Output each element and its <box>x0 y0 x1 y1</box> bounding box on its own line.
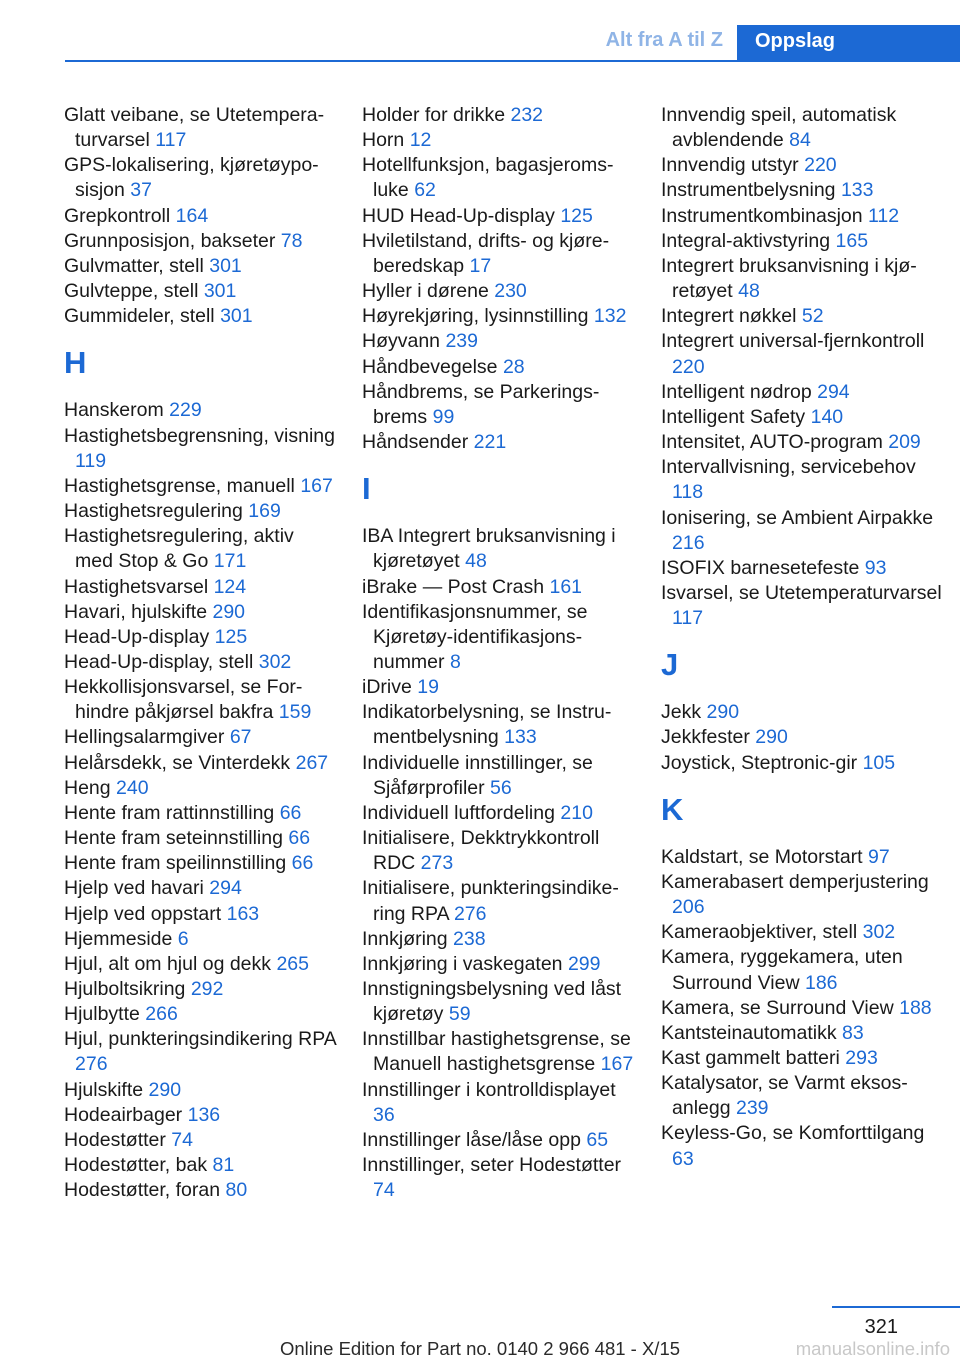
page-reference-link[interactable]: 221 <box>473 431 507 454</box>
page-reference-link[interactable]: 19 <box>417 676 439 699</box>
page-reference-link[interactable]: 63 <box>672 1147 694 1170</box>
index-entry <box>64 801 336 826</box>
page-reference-link[interactable]: 165 <box>835 229 869 252</box>
page-reference-link[interactable]: 299 <box>567 952 601 975</box>
entry-term: Head-Up-display, stell <box>64 650 254 673</box>
index-entry <box>362 826 634 876</box>
index-entry <box>64 103 336 153</box>
index-entry <box>362 952 634 977</box>
index-entry <box>362 229 634 279</box>
entry-term: Hjulboltsikring <box>64 978 186 1000</box>
index-entry <box>362 430 634 455</box>
page-reference-link[interactable]: 290 <box>706 701 740 724</box>
entry-term: Innstillinger låse/låse opp <box>362 1128 581 1151</box>
index-entry <box>362 1153 634 1203</box>
page-reference-link[interactable]: 276 <box>453 902 487 925</box>
entry-term: Gummideler, stell <box>64 305 215 328</box>
entry-term: Hekkollisjonsvarsel, se Forhindre påkjørsel bakfra <box>64 676 303 724</box>
index-entry <box>661 700 951 725</box>
entry-term: Kamera, ryggekamera, uten Surround View <box>661 946 903 994</box>
page-reference-link[interactable]: 238 <box>453 927 486 950</box>
entry-term: Hente fram seteinnstilling <box>64 827 283 850</box>
entry-term: Høyrekjøring, lysinnstilling <box>362 305 589 328</box>
page-reference-link[interactable]: 267 <box>295 751 329 774</box>
page-reference-link[interactable]: 301 <box>203 280 237 303</box>
index-entry <box>661 751 951 776</box>
entry-term: Innvendig utstyr <box>661 154 799 177</box>
entry-term: Jekk <box>661 701 702 724</box>
page-number: 321 <box>864 1316 898 1338</box>
entry-term: Integrert bruksanvisning i kjøretøyet <box>661 254 917 303</box>
index-entry <box>64 725 336 750</box>
entry-term: Initialisere, Dekktrykkontroll RDC <box>362 827 600 875</box>
index-entry <box>661 945 951 995</box>
entry-term: Hastighetsregulering, aktiv med Stop & Go <box>64 525 294 573</box>
index-entry <box>661 725 951 750</box>
entry-term: Horn <box>362 129 405 152</box>
page-reference-link[interactable]: 67 <box>229 726 252 749</box>
section-letter: K <box>661 791 684 827</box>
index-entry <box>64 424 336 474</box>
page-reference-link[interactable]: 229 <box>169 399 202 422</box>
index-entry <box>661 178 951 203</box>
entry-term: Intervallvisning, servicebehov <box>661 456 916 479</box>
page-reference-link[interactable]: 239 <box>445 330 478 353</box>
page-reference-link[interactable]: 265 <box>276 952 309 975</box>
page-reference-link[interactable]: 84 <box>789 129 811 152</box>
entry-term: Identifikasjonsnummer, se Kjøretøy-identifikasjonsnummer <box>362 600 588 673</box>
watermark: manualsonline.info <box>795 1338 950 1359</box>
index-entry <box>362 355 634 380</box>
index-entry <box>661 304 951 329</box>
index-entry <box>362 575 634 600</box>
section-letter: I <box>362 471 371 507</box>
entry-term: Keyless-Go, se Komforttilgang <box>661 1122 925 1145</box>
section-letter: J <box>661 647 679 683</box>
index-entry <box>362 329 634 354</box>
page-reference-link[interactable]: 164 <box>175 204 209 227</box>
entry-term: Helårsdekk, se Vinterdekk <box>64 751 291 774</box>
entry-term: Hodestøtter <box>64 1128 166 1151</box>
entry-term: Kaldstart, se Motorstart <box>661 845 863 868</box>
page-reference-link[interactable]: 65 <box>586 1128 609 1151</box>
index-entry <box>64 650 336 675</box>
entry-term: Innkjøring <box>362 927 448 950</box>
entry-term: Hyller i dørene <box>362 280 489 303</box>
index-entry <box>661 229 951 254</box>
page-reference-link[interactable]: 136 <box>187 1103 221 1126</box>
entry-term: Gulvmatter, stell <box>64 254 204 277</box>
index-entry <box>362 524 634 574</box>
page-reference-link[interactable]: 56 <box>490 776 512 799</box>
entry-term: Individuelle innstillinger, se Sjåførprofiler <box>362 751 593 799</box>
page-reference-link[interactable]: 133 <box>840 179 874 202</box>
index-entry <box>64 204 336 229</box>
page-reference-link[interactable]: 186 <box>804 971 838 994</box>
entry-term: Hellingsalarmgiver <box>64 726 225 749</box>
index-entry <box>64 600 336 625</box>
index-entry <box>64 826 336 851</box>
page-reference-link[interactable]: 161 <box>549 575 583 598</box>
entry-term: Instrumentkombinasjon <box>661 204 863 227</box>
page-reference-link[interactable]: 48 <box>738 280 760 303</box>
entry-term: Gulvteppe, stell <box>64 280 199 303</box>
page-reference-link[interactable]: 59 <box>448 1003 471 1026</box>
entry-term: Intelligent Safety <box>661 405 806 428</box>
section-letter: H <box>64 345 87 381</box>
page-reference-link[interactable]: 80 <box>225 1179 248 1202</box>
page-reference-link[interactable]: 294 <box>209 877 242 900</box>
index-entry <box>64 776 336 801</box>
index-entry <box>661 870 951 920</box>
page-reference-link[interactable]: 105 <box>862 751 896 774</box>
entry-term: Hjul, punkteringsindikering RPA <box>64 1028 336 1051</box>
index-entry <box>64 977 336 1002</box>
entry-term: Hjemmeside <box>64 927 173 950</box>
page-reference-link[interactable]: 230 <box>494 280 527 303</box>
entry-term: Hjelp ved oppstart <box>64 902 222 925</box>
page-reference-link[interactable]: 210 <box>560 801 593 824</box>
index-entry <box>362 977 634 1027</box>
entry-term: Kamera, se Surround View <box>661 996 894 1019</box>
index-entry <box>64 1078 336 1103</box>
entry-term: Instrumentbelysning <box>661 179 836 202</box>
index-entry <box>64 1103 336 1128</box>
index-entry <box>362 279 634 304</box>
index-entry <box>661 1071 951 1121</box>
page-reference-link[interactable]: 167 <box>300 474 333 497</box>
index-entry <box>64 1153 336 1178</box>
page-reference-link[interactable]: 163 <box>226 902 260 925</box>
entry-term: Hodestøtter, bak <box>64 1154 208 1177</box>
index-entry <box>362 304 634 329</box>
page-reference-link[interactable]: 117 <box>672 607 704 630</box>
index-entry <box>362 600 634 675</box>
page-reference-link[interactable]: 276 <box>75 1053 108 1076</box>
entry-term: Integrert nøkkel <box>661 305 797 328</box>
page-reference-link[interactable]: 117 <box>155 129 187 152</box>
entry-term: Kantsteinautomatikk <box>661 1021 837 1044</box>
page-reference-link[interactable]: 83 <box>842 1021 864 1044</box>
entry-term: Grepkontroll <box>64 204 171 227</box>
page-reference-link[interactable]: 159 <box>278 701 312 724</box>
page-reference-link[interactable]: 12 <box>409 129 432 152</box>
page-reference-link[interactable]: 97 <box>868 845 890 868</box>
index-entry <box>661 1121 951 1171</box>
index-entry <box>64 952 336 977</box>
entry-term: Innstillbar hastighetsgrense, se Manuell hastighetsgrense <box>362 1028 631 1076</box>
index-entry <box>661 581 951 631</box>
page-reference-link[interactable]: 8 <box>449 650 461 673</box>
entry-term: Havari, hjulskifte <box>64 600 208 623</box>
index-column-3 <box>661 103 951 1172</box>
entry-term: Indikatorbelysning, se Instrumentbelysning <box>362 701 612 749</box>
index-entry <box>362 204 634 229</box>
entry-term: GPS-lokalisering, kjøretøyposisjon <box>64 154 319 202</box>
index-entry <box>362 801 634 826</box>
index-entry <box>661 556 951 581</box>
entry-term: Katalysator, se Varmt eksosanlegg <box>661 1072 908 1120</box>
entry-term: Håndsender <box>362 431 469 454</box>
index-entry <box>362 751 634 801</box>
entry-term: Hodeairbager <box>64 1103 183 1126</box>
index-entry <box>64 304 336 329</box>
page-reference-link[interactable]: 112 <box>868 204 900 227</box>
page-reference-link[interactable]: 220 <box>672 355 705 378</box>
page-reference-link[interactable]: 62 <box>414 179 436 202</box>
entry-term: Joystick, Steptronic-gir <box>661 751 858 774</box>
index-entry <box>64 474 336 499</box>
index-entry <box>661 405 951 430</box>
page-reference-link[interactable]: 239 <box>735 1097 769 1120</box>
page-reference-link[interactable]: 132 <box>593 305 627 328</box>
page-reference-link[interactable]: 167 <box>600 1053 634 1076</box>
entry-term: Grunnposisjon, bakseter <box>64 229 276 252</box>
index-entry <box>661 845 951 870</box>
page-header <box>0 25 960 61</box>
page-reference-link[interactable]: 52 <box>801 305 824 328</box>
entry-term: Hjul, alt om hjul og dekk <box>64 952 272 975</box>
entry-term: Intensitet, AUTO-program <box>661 431 883 454</box>
entry-term: Initialisere, punkteringsindikering RPA <box>362 877 619 925</box>
footer-rule <box>832 1306 960 1308</box>
entry-term: Innvendig speil, automatisk avblendende <box>661 104 897 152</box>
page-reference-link[interactable]: 28 <box>502 355 525 378</box>
index-entry <box>661 103 951 153</box>
page-reference-link[interactable]: 302 <box>258 650 292 673</box>
index-entry <box>661 380 951 405</box>
entry-term: Innkjøring i vaskegaten <box>362 952 563 975</box>
page-reference-link[interactable]: 220 <box>804 154 837 177</box>
page-reference-link[interactable]: 66 <box>291 852 314 875</box>
index-entry <box>362 927 634 952</box>
index-entry <box>661 204 951 229</box>
page-reference-link[interactable]: 301 <box>209 254 242 277</box>
index-entry <box>64 1002 336 1027</box>
entry-term: Innstigningsbelysning ved låst kjøretøy <box>362 978 622 1026</box>
page-reference-link[interactable]: 292 <box>190 978 224 1000</box>
page-reference-link[interactable]: 171 <box>213 550 247 573</box>
index-entry <box>661 920 951 945</box>
index-entry <box>64 398 336 423</box>
index-entry <box>64 254 336 279</box>
entry-term: IBA Integrert bruksanvisning i kjøretøyet <box>362 525 616 573</box>
section-tab: Oppslag <box>737 25 960 61</box>
page-reference-link[interactable]: 273 <box>420 852 454 875</box>
index-entry <box>64 1027 336 1077</box>
entry-term: Hodestøtter, foran <box>64 1179 221 1202</box>
entry-term: Høyvann <box>362 330 441 353</box>
index-entry <box>64 625 336 650</box>
entry-term: Kamerabasert demperjustering <box>661 870 929 893</box>
index-column-1 <box>64 103 336 1203</box>
entry-term: iDrive <box>362 676 412 699</box>
page-reference-link[interactable]: 216 <box>672 531 705 554</box>
page-reference-link[interactable]: 37 <box>130 179 152 202</box>
index-entry <box>64 1128 336 1153</box>
page-reference-link[interactable]: 302 <box>862 921 896 944</box>
page-reference-link[interactable]: 294 <box>817 380 850 403</box>
entry-term: Hastighetsgrense, manuell <box>64 474 295 497</box>
entry-term: Håndbrems, se Parkeringsbrems <box>362 380 600 428</box>
index-entry <box>64 751 336 776</box>
index-entry <box>362 700 634 750</box>
page-reference-link[interactable]: 301 <box>220 305 253 328</box>
page-reference-link[interactable]: 66 <box>279 801 302 824</box>
entry-term: Hastighetsvarsel <box>64 575 209 598</box>
section-title: Alt fra A til Z <box>605 29 723 51</box>
page-reference-link[interactable]: 133 <box>504 726 537 749</box>
page-reference-link[interactable]: 188 <box>899 996 932 1019</box>
page-reference-link[interactable]: 81 <box>212 1154 235 1177</box>
index-entry <box>362 876 634 926</box>
index-entry <box>64 675 336 725</box>
entry-term: Integrert universal-fjernkontroll <box>661 330 925 353</box>
page-reference-link[interactable]: 118 <box>672 481 704 504</box>
page-reference-link[interactable]: 36 <box>373 1103 395 1126</box>
index-entry <box>362 380 634 430</box>
index-column-2 <box>362 103 634 1203</box>
entry-term: Innstillinger, seter Hodestøtter <box>362 1154 622 1177</box>
page-reference-link[interactable]: 293 <box>845 1047 878 1069</box>
index-entry <box>661 1046 951 1071</box>
page-reference-link[interactable]: 125 <box>560 204 593 227</box>
entry-term: ISOFIX barnesetefeste <box>661 556 860 579</box>
entry-term: Håndbevegelse <box>362 355 498 378</box>
index-entry <box>661 430 951 455</box>
entry-term: Individuell luftfordeling <box>362 801 555 824</box>
page-reference-link[interactable]: 78 <box>280 229 303 252</box>
page-reference-link[interactable]: 290 <box>212 600 246 623</box>
entry-term: iBrake — Post Crash <box>362 575 545 598</box>
index-entry <box>362 675 634 700</box>
entry-term: HUD Head-Up-display <box>362 204 555 227</box>
index-entry <box>362 128 634 153</box>
page-reference-link[interactable]: 93 <box>864 556 887 579</box>
entry-term: Innstillinger i kontrolldisplayet <box>362 1078 616 1101</box>
index-entry <box>661 329 951 379</box>
page-reference-link[interactable]: 17 <box>469 254 492 277</box>
edition-note: Online Edition for Part no. 0140 2 966 481 - X/15 <box>279 1338 681 1359</box>
page-reference-link[interactable]: 206 <box>672 896 705 919</box>
entry-term: Hotellfunksjon, bagasjeromsluke <box>362 154 614 202</box>
page-reference-link[interactable]: 124 <box>213 575 247 598</box>
index-entry <box>64 524 336 574</box>
index-entry <box>64 902 336 927</box>
entry-term: Heng <box>64 776 111 799</box>
page-reference-link[interactable]: 119 <box>75 449 107 472</box>
entry-term: Holder for drikke <box>362 104 506 126</box>
page-reference-link[interactable]: 209 <box>888 431 921 454</box>
page-reference-link[interactable]: 290 <box>755 726 788 749</box>
index-entry <box>64 1178 336 1203</box>
index-entry <box>362 1027 634 1077</box>
page-reference-link[interactable]: 232 <box>510 104 544 126</box>
page-reference-link[interactable]: 240 <box>116 776 149 799</box>
index-entry <box>64 499 336 524</box>
index-entry <box>362 103 634 128</box>
entry-term: Hastighetsbegrensning, visning <box>64 424 336 447</box>
page-reference-link[interactable]: 74 <box>171 1128 193 1151</box>
entry-term: Glatt veibane, se Utetemperaturvarsel <box>64 104 325 152</box>
index-entry <box>661 996 951 1021</box>
page-reference-link[interactable]: 74 <box>373 1179 395 1202</box>
page-reference-link[interactable]: 6 <box>177 927 189 950</box>
index-entry <box>64 229 336 254</box>
index-entry <box>64 851 336 876</box>
page-reference-link[interactable]: 99 <box>432 405 455 428</box>
entry-term: Integral-aktivstyring <box>661 229 831 252</box>
index-entry <box>64 876 336 901</box>
index-entry <box>362 1078 634 1128</box>
index-entry <box>64 153 336 203</box>
entry-term: Hanskerom <box>64 399 164 422</box>
entry-term: Head-Up-display <box>64 625 210 648</box>
page-reference-link[interactable]: 66 <box>288 827 311 850</box>
entry-term: Hjulskifte <box>64 1078 144 1101</box>
entry-term: Jekkfester <box>661 726 750 749</box>
entry-term: Hastighetsregulering <box>64 500 243 523</box>
entry-term: Hjulbytte <box>64 1003 140 1026</box>
entry-term: Intelligent nødrop <box>661 380 812 403</box>
page-reference-link[interactable]: 48 <box>465 550 487 573</box>
entry-term: Hente fram rattinnstilling <box>64 801 275 824</box>
page-reference-link[interactable]: 266 <box>145 1003 178 1026</box>
entry-term: Kast gammelt batteri <box>661 1047 840 1069</box>
entry-term: Hente fram speilinnstilling <box>64 852 287 875</box>
page-reference-link[interactable]: 140 <box>810 405 844 428</box>
index-entry <box>661 1021 951 1046</box>
index-entry <box>64 279 336 304</box>
index-entry <box>661 506 951 556</box>
entry-term: Hviletilstand, drifts- og kjøreberedskap <box>362 229 610 277</box>
index-entry <box>661 254 951 304</box>
index-entry <box>64 575 336 600</box>
index-entry <box>661 153 951 178</box>
page-reference-link[interactable]: 125 <box>214 625 248 648</box>
index-entry <box>362 1128 634 1153</box>
entry-term: Ionisering, se Ambient Airpakke <box>661 506 934 529</box>
index-entry <box>661 455 951 505</box>
entry-term: Hjelp ved havari <box>64 877 204 900</box>
index-entry <box>64 927 336 952</box>
entry-term: Isvarsel, se Utetemperaturvarsel <box>661 581 942 604</box>
entry-term: Kameraobjektiver, stell <box>661 921 858 944</box>
page-reference-link[interactable]: 290 <box>148 1078 182 1101</box>
page-reference-link[interactable]: 169 <box>248 500 281 523</box>
index-entry <box>362 153 634 203</box>
